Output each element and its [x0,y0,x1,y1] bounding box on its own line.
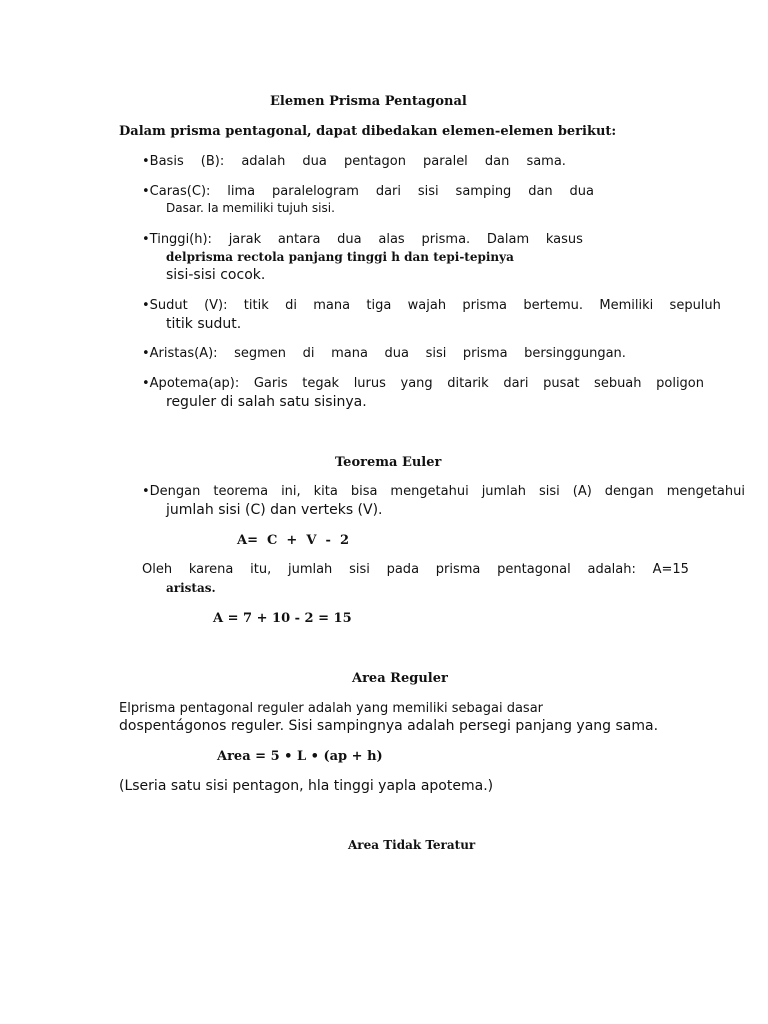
euler-heading: Teorema Euler [335,455,442,470]
caras-word: lima [227,184,256,199]
tinggi-word: kasus [545,232,583,247]
oleh-line [142,562,689,577]
basis-word: sama. [526,154,566,169]
sudut-line-2: titik sudut. [166,316,242,332]
apotema-word: dari [503,376,529,391]
euler-word: teorema [213,484,269,499]
oleh-word: pentagonal [497,562,571,577]
oleh-word: prisma [435,562,481,577]
apotema-line [142,376,704,391]
basis-word: paralel [423,154,468,169]
aristas-word: sisi [425,346,447,361]
irregular-area-heading: Area Tidak Teratur [348,838,476,852]
euler-word: •Dengan [142,484,201,499]
caras-word: dan [528,184,553,199]
euler-calculation: A = 7 + 10 - 2 = 15 [213,611,352,626]
caras-line [142,184,594,199]
euler-line-2: jumlah sisi (C) dan verteks (V). [166,502,383,518]
aristas-word: di [302,346,315,361]
sudut-word: (V): [204,298,228,313]
euler-word: mengetahui [666,484,745,499]
apotema-word: sebuah [594,376,642,391]
area-line-1: Elprisma pentagonal reguler adalah yang memiliki sebagai dasar [119,701,544,716]
tinggi-word: dua [337,232,362,247]
oleh-line-2: aristas. [166,581,216,595]
oleh-word: itu, [250,562,272,577]
caras-word: •Caras(C): [142,184,211,199]
euler-word: kita [313,484,338,499]
aristas-word: segmen [234,346,287,361]
oleh-word: karena [188,562,234,577]
area-note: (Lseria satu sisi pentagon, hla tinggi yapla apotema.) [119,778,494,794]
area-formula: Area = 5 • L • (ap + h) [217,749,383,764]
aristas-word: dua [384,346,409,361]
euler-word: jumlah [481,484,527,499]
tinggi-line [142,232,583,247]
euler-word: bisa [350,484,378,499]
euler-word: mengetahui [390,484,469,499]
aristas-word: bersinggungan. [524,346,626,361]
caras-word: dari [375,184,402,199]
basis-word: dua [302,154,327,169]
caras-line-2: Dasar. Ia memiliki tujuh sisi. [166,201,335,215]
basis-line [142,154,566,169]
oleh-word: adalah: [587,562,636,577]
apotema-word: ditarik [447,376,489,391]
euler-line [142,484,745,499]
sudut-word: Memiliki [599,298,654,313]
apotema-line-2: reguler di salah satu sisinya. [166,394,367,410]
euler-word: dengan [604,484,654,499]
apotema-word: lurus [353,376,386,391]
sudut-line [142,298,721,313]
tinggi-line-2: delprisma rectola panjang tinggi h dan tepi-tepinya [166,250,514,264]
apotema-word: Garis [253,376,288,391]
tinggi-word: alas [378,232,405,247]
basis-word: dan [484,154,510,169]
apotema-word: tegak [302,376,340,391]
basis-word: pentagon [343,154,406,169]
sudut-word: wajah [407,298,447,313]
tinggi-word: jarak [228,232,262,247]
caras-word: sisi [417,184,439,199]
tinggi-word: •Tinggi(h): [142,232,212,247]
tinggi-word: antara [277,232,321,247]
aristas-word: •Aristas(A): [142,346,218,361]
oleh-word: A=15 [652,562,689,577]
sudut-word: tiga [366,298,392,313]
apotema-word: poligon [656,376,704,391]
sudut-word: titik [243,298,269,313]
sudut-word: di [285,298,297,313]
euler-word: (A) [572,484,592,499]
aristas-word: mana [331,346,368,361]
caras-word: paralelogram [272,184,359,199]
basis-word: (B): [200,154,225,169]
intro-text: Dalam prisma pentagonal, dapat dibedakan elemen-elemen berikut: [119,124,617,139]
area-line-2: dospentágonos reguler. Sisi sampingnya adalah persegi panjang yang sama. [119,718,659,734]
caras-word: dua [569,184,594,199]
euler-word: sisi [539,484,560,499]
tinggi-word: Dalam [486,232,530,247]
aristas-line [142,346,626,361]
sudut-word: sepuluh [669,298,721,313]
sudut-word: •Sudut [142,298,188,313]
oleh-word: jumlah [287,562,333,577]
apotema-word: yang [400,376,433,391]
basis-word: •Basis [142,154,184,169]
caras-word: samping [455,184,512,199]
apotema-word: •Apotema(ap): [142,376,240,391]
oleh-word: sisi [349,562,370,577]
sudut-word: bertemu. [523,298,584,313]
tinggi-word: prisma. [421,232,471,247]
page-title: Elemen Prisma Pentagonal [270,94,467,109]
sudut-word: prisma [462,298,508,313]
euler-formula: A= C + V - 2 [237,533,350,548]
oleh-word: Oleh [142,562,173,577]
sudut-word: mana [313,298,351,313]
tinggi-line-3: sisi-sisi cocok. [166,267,266,283]
apotema-word: pusat [543,376,580,391]
aristas-word: prisma [462,346,508,361]
basis-word: adalah [241,154,286,169]
area-heading: Area Reguler [352,671,448,686]
oleh-word: pada [386,562,420,577]
euler-word: ini, [281,484,301,499]
